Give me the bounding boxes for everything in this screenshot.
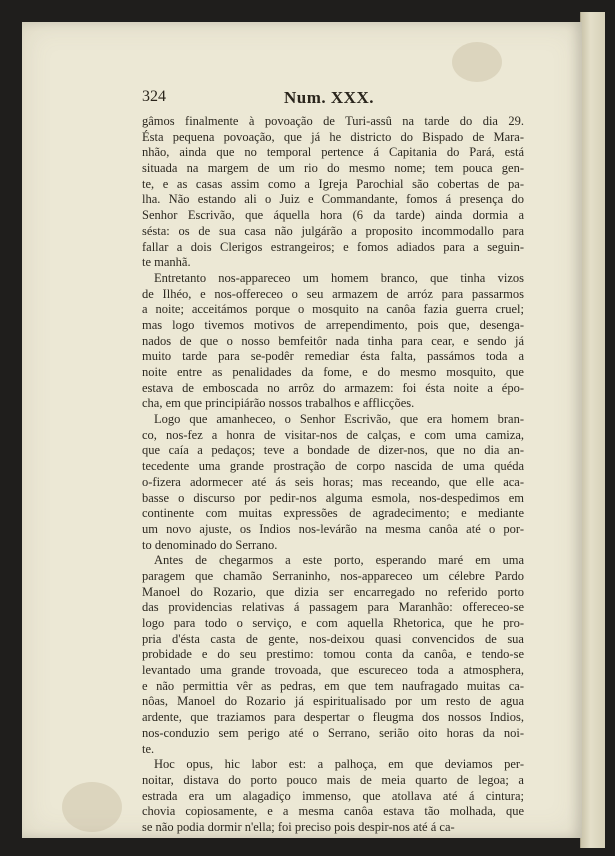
text-line: probidade e do seu prestimo: tomou conta da canôa, e tendo-se xyxy=(142,647,524,662)
paragraph xyxy=(142,271,524,412)
text-line: Hoc opus, hic labor est: a palhoça, em que deviamos per- xyxy=(154,757,524,772)
text-line: gâmos finalmente à povoação de Turi-assû na tarde do dia 29. xyxy=(142,114,524,128)
text-line: nados de que o nosso bemfeitôr nada tinha para cear, e sendo já xyxy=(142,333,524,348)
paragraph xyxy=(142,412,524,553)
text-line: um novo ajuste, os Indios nos-levárão na mesma canôa até o por- xyxy=(142,521,524,536)
text-line: logo para todo o serviço, e com aquella Rhetorica, que he pro- xyxy=(142,616,524,630)
text-line: de Ilhéo, e nos-offereceo o seu armazem de arróz para passarmos xyxy=(142,286,524,301)
page-edge xyxy=(580,12,605,848)
text-line: situada na margem de um rio do mesmo nome; tem pouca gen- xyxy=(142,161,524,176)
paragraph xyxy=(142,757,524,835)
page-header xyxy=(142,88,392,112)
text-line: estrada era um alagadiço immenso, que atollava até á cintura; xyxy=(142,788,524,803)
running-head: Num. XXX. xyxy=(284,88,374,107)
text-line: noite entre as penalidades da fome, e do mesmo mosquito, que xyxy=(142,365,524,379)
text-line: lha. Não estando ali o Juiz e Commandante, fomos á presença do xyxy=(142,192,524,207)
text-line: muito tarde para se-podêr remediar ésta falta, passámos toda a xyxy=(142,349,524,364)
text-line: continente com muitas expressões de agradecimento; e mediante xyxy=(142,506,524,521)
text-line: estava de emboscada no arrôz do armazem: foi ésta noite a épo- xyxy=(142,380,524,395)
text-line: noitar, distava do porto pouco mais de meia quarto de legoa; a xyxy=(142,772,524,787)
text-line: das providencias relativas á passagem para Maranhão: offereceo-se xyxy=(142,600,524,615)
text-line: e não permittia vêr as pedras, em que tem naufragado muitas ca- xyxy=(142,678,524,693)
paper-stain xyxy=(452,42,502,82)
text-line: sésta: os de sua casa não julgárão a proposito incommodallo para xyxy=(142,223,524,238)
paper-stain xyxy=(62,782,122,832)
text-line: Senhor Escrivão, que áquella hora (6 da tarde) ainda dormia a xyxy=(142,208,524,223)
text-line: Manoel do Rozario, que dizia ser encarregado no referido porto xyxy=(142,584,524,599)
page-number: 324 xyxy=(142,88,166,105)
text-line: chovia copiosamente, e a mesma canôa estava tão molhada, que xyxy=(142,804,524,819)
text-line: pria d'ésta casta de gente, nos-deixou quasi convencidos de sua xyxy=(142,631,524,646)
text-line: que caía a pedaços; teve a bondade de dizer-nos, que no dia an- xyxy=(142,443,524,458)
text-line: te. xyxy=(142,741,155,756)
text-line: te, e as casas assim como a Igreja Parochial são cobertas de pa- xyxy=(142,176,524,191)
paragraph xyxy=(142,553,524,757)
text-line: a noite; acceitámos porque o mosquito na canôa fazia guerra cruel; xyxy=(142,302,524,317)
paragraph xyxy=(142,114,524,271)
body-text xyxy=(142,114,524,836)
text-line: to denominado do Serrano. xyxy=(142,537,278,552)
text-line: Ésta pequena povoação, que já he districto do Bispado de Mara- xyxy=(142,129,524,144)
text-line: nos-conduzio sem perigo até o Serrano, serião oito horas da noi- xyxy=(142,725,524,740)
text-line: fallar a dois Clerigos estrangeiros; e fomos adiados para a seguin- xyxy=(142,239,524,254)
text-line: mas logo tivemos motivos de arrependimento, pois que, desenga- xyxy=(142,317,524,332)
text-line: se não podia dormir n'ella; foi preciso pois despir-nos até á ca- xyxy=(142,819,455,834)
text-line: cha, em que principiárão nossos trabalhos e afflicções. xyxy=(142,396,415,411)
text-line: tecedente uma grande prostração de corpo nascida de uma quéda xyxy=(142,459,524,474)
text-line: basse o discurso por pedir-nos alguma esmola, nos-despedimos em xyxy=(142,490,524,505)
text-line: o-fizera adormecer até ás seis horas; mas receando, que elle aca- xyxy=(142,474,524,489)
text-line: nôas, Manoel do Rozario já espiritualisado por um resto de agua xyxy=(142,694,524,709)
text-line: Logo que amanheceo, o Senhor Escrivão, que era homem bran- xyxy=(154,412,524,427)
text-line: co, nos-fez a honra de visitar-nos de calças, e com uma camiza, xyxy=(142,427,524,442)
text-line: levantado uma grande trovoada, que escureceo toda a atmosphera, xyxy=(142,663,524,678)
text-line: nhão, ainda que no temporal pertence á Capitania do Pará, está xyxy=(142,145,524,160)
text-line: paragem que chamão Serraninho, nos-appareceo um célebre Pardo xyxy=(142,568,524,583)
text-line: ardente, que traziamos para despertar o fleugma dos nossos Indios, xyxy=(142,710,524,725)
text-line: te manhã. xyxy=(142,255,191,270)
text-line: Entretanto nos-appareceo um homem branco, que tinha vizos xyxy=(154,270,524,285)
text-line: Antes de chegarmos a este porto, esperando maré em uma xyxy=(154,553,524,568)
